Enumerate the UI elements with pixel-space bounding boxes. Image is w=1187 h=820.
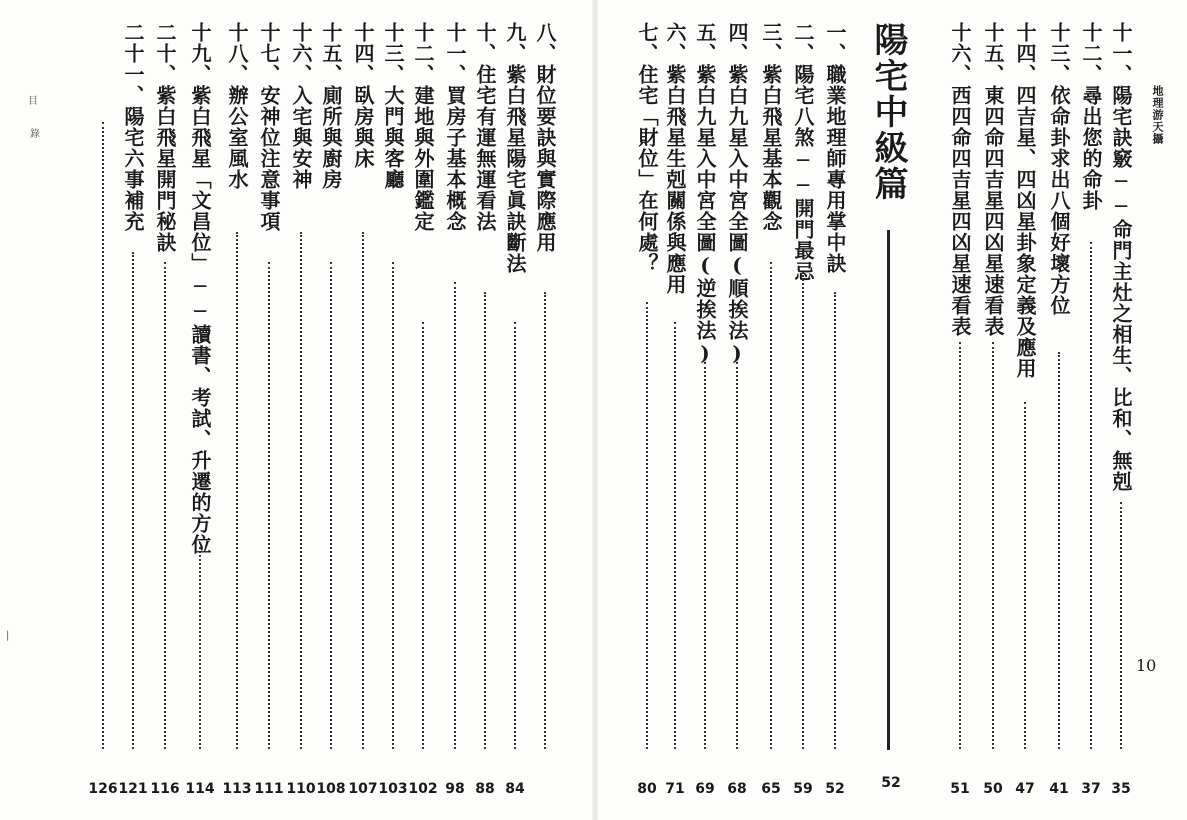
toc-page-number: 41 xyxy=(1049,781,1069,797)
toc-entry-title: 十二、尋出您的命卦 xyxy=(1079,22,1103,211)
section-page-number: 52 xyxy=(881,775,901,791)
toc-entry xyxy=(690,22,720,797)
toc-entry xyxy=(222,22,252,797)
margin-mark: | xyxy=(6,630,10,641)
toc-page-number: 113 xyxy=(222,781,252,797)
toc-leader-dots xyxy=(132,252,134,749)
toc-entry-title: 五、紫白九星入中宮全圖(逆挨法) xyxy=(693,22,717,366)
toc-entry-title: 三、紫白飛星基本觀念 xyxy=(759,22,783,232)
toc-leader-dots xyxy=(646,302,648,749)
toc-leader-dots xyxy=(1024,402,1026,749)
toc-leader-dots xyxy=(992,342,994,749)
toc-leader-dots xyxy=(199,542,201,749)
toc-entry-title: 六、紫白飛星生剋關係與應用 xyxy=(663,22,687,295)
toc-page-number: 121 xyxy=(118,781,148,797)
toc-entry xyxy=(1106,22,1136,797)
toc-leader-dots xyxy=(484,292,486,749)
toc-leader-dots xyxy=(770,262,772,749)
toc-page-number: 50 xyxy=(983,781,1003,797)
toc-page-number: 47 xyxy=(1015,781,1035,797)
toc-entry-title: 二十一、陽宅六事補充 xyxy=(121,22,145,232)
toc-page-number: 116 xyxy=(150,781,180,797)
toc-entry xyxy=(316,22,346,797)
toc-entry xyxy=(378,22,408,797)
toc-entry xyxy=(1076,22,1106,797)
toc-page-number: 71 xyxy=(665,781,685,797)
toc-leader-dots xyxy=(834,292,836,749)
toc-leader-dots xyxy=(704,362,706,749)
toc-entry-title: 十二、建地與外圍鑑定 xyxy=(411,22,435,232)
toc-entry-title: 二十、紫白飛星開門秘訣 xyxy=(153,22,177,253)
toc-entry xyxy=(632,22,662,797)
book-gutter xyxy=(592,0,598,820)
toc-entry-title: 十一、陽宅訣竅──命門主灶之相生、比和、無剋 xyxy=(1109,22,1133,492)
toc-leader-dots xyxy=(102,122,104,749)
toc-leader-dots xyxy=(514,322,516,749)
toc-entry-title: 十、住宅有運無運看法 xyxy=(473,22,497,232)
margin-mark: 目 xyxy=(28,96,38,107)
toc-entry-title: 十三、大門與客廳 xyxy=(381,22,405,190)
toc-page-number: 51 xyxy=(950,781,970,797)
section-heading-rule xyxy=(887,230,890,750)
toc-entry xyxy=(756,22,786,797)
toc-page-number: 84 xyxy=(505,781,525,797)
toc-entry-title: 十七、安神位注意事項 xyxy=(257,22,281,232)
toc-entry-title: 四、紫白九星入中宮全圖(順挨法) xyxy=(725,22,749,366)
toc-entry xyxy=(185,22,215,797)
toc-page-number: 103 xyxy=(378,781,408,797)
toc-page-number: 80 xyxy=(637,781,657,797)
toc-entry-title: 十九、紫白飛星「文昌位」──讀書、考試、升遷的方位 xyxy=(188,22,212,555)
toc-page-number: 69 xyxy=(695,781,715,797)
toc-entry xyxy=(440,22,470,797)
toc-page-number: 110 xyxy=(286,781,316,797)
toc-entry xyxy=(254,22,284,797)
toc-page-number: 68 xyxy=(727,781,747,797)
toc-entry xyxy=(1044,22,1074,797)
toc-entry-title: 八、財位要訣與實際應用 xyxy=(533,22,557,253)
toc-leader-dots xyxy=(236,232,238,749)
toc-entry xyxy=(788,22,818,797)
toc-leader-dots xyxy=(544,292,546,749)
toc-page-number: 35 xyxy=(1111,781,1131,797)
toc-leader-dots xyxy=(802,272,804,749)
toc-entry-title: 七、住宅「財位」在何處？ xyxy=(635,22,659,274)
toc-page-number: 114 xyxy=(185,781,215,797)
toc-entry-title: 一、職業地理師專用掌中訣 xyxy=(823,22,847,274)
toc-entry xyxy=(1010,22,1040,797)
toc-page-number: 108 xyxy=(316,781,346,797)
toc-entry xyxy=(945,22,975,797)
toc-entry-title: 十五、廁所與廚房 xyxy=(319,22,343,190)
toc-leader-dots xyxy=(674,322,676,749)
toc-entry-title: 二、陽宅八煞──開門最忌 xyxy=(791,22,815,282)
toc-leader-dots xyxy=(362,232,364,749)
toc-entry xyxy=(470,22,500,797)
toc-entry xyxy=(820,22,850,797)
toc-leader-dots xyxy=(736,362,738,749)
toc-page-number: 107 xyxy=(348,781,378,797)
toc-page-number: 126 xyxy=(88,781,118,797)
toc-leader-dots xyxy=(300,232,302,749)
toc-entry-title: 十六、入宅與安神 xyxy=(289,22,313,190)
toc-entry-title: 九、紫白飛星陽宅眞訣斷法 xyxy=(503,22,527,274)
toc-page-number: 102 xyxy=(408,781,438,797)
toc-leader-dots xyxy=(422,322,424,749)
toc-entry xyxy=(500,22,530,797)
toc-leader-dots xyxy=(959,342,961,749)
toc-entry-title: 十五、東四命四吉星四凶星速看表 xyxy=(981,22,1005,337)
section-heading: 陽宅中級篇 xyxy=(868,22,908,202)
toc-leader-dots xyxy=(268,262,270,749)
toc-leader-dots xyxy=(1120,502,1122,749)
toc-entry xyxy=(978,22,1008,797)
toc-entry xyxy=(150,22,180,797)
toc-page-number: 88 xyxy=(475,781,495,797)
running-head: 地理游天攝 xyxy=(1151,85,1164,145)
toc-entry xyxy=(530,22,560,797)
toc-entry xyxy=(118,22,148,797)
toc-page-number: 52 xyxy=(825,781,845,797)
toc-page-number: 98 xyxy=(445,781,465,797)
toc-leader-dots xyxy=(454,282,456,749)
toc-page-number: 65 xyxy=(761,781,781,797)
toc-entry-title: 十一、買房子基本概念 xyxy=(443,22,467,232)
toc-entry xyxy=(88,22,118,797)
toc-entry-title: 十四、臥房與床 xyxy=(351,22,375,169)
toc-entry xyxy=(660,22,690,797)
toc-entry xyxy=(408,22,438,797)
page-folio: 10 xyxy=(1136,656,1157,675)
toc-page-number: 37 xyxy=(1081,781,1101,797)
toc-leader-dots xyxy=(1090,242,1092,749)
toc-entry-title: 十六、西四命四吉星四凶星速看表 xyxy=(948,22,972,337)
toc-entry-title: 十四、四吉星、四凶星卦象定義及應用 xyxy=(1013,22,1037,379)
toc-leader-dots xyxy=(164,262,166,749)
margin-mark: 錄 xyxy=(30,129,40,140)
toc-entry xyxy=(348,22,378,797)
toc-entry xyxy=(286,22,316,797)
toc-page-number: 59 xyxy=(793,781,813,797)
toc-entry xyxy=(722,22,752,797)
toc-entry-title: 十八、辦公室風水 xyxy=(225,22,249,190)
toc-entry-title: 十三、依命卦求出八個好壞方位 xyxy=(1047,22,1071,316)
toc-page-number: 111 xyxy=(254,781,284,797)
toc-leader-dots xyxy=(330,262,332,749)
toc-leader-dots xyxy=(392,262,394,749)
toc-leader-dots xyxy=(1058,352,1060,749)
